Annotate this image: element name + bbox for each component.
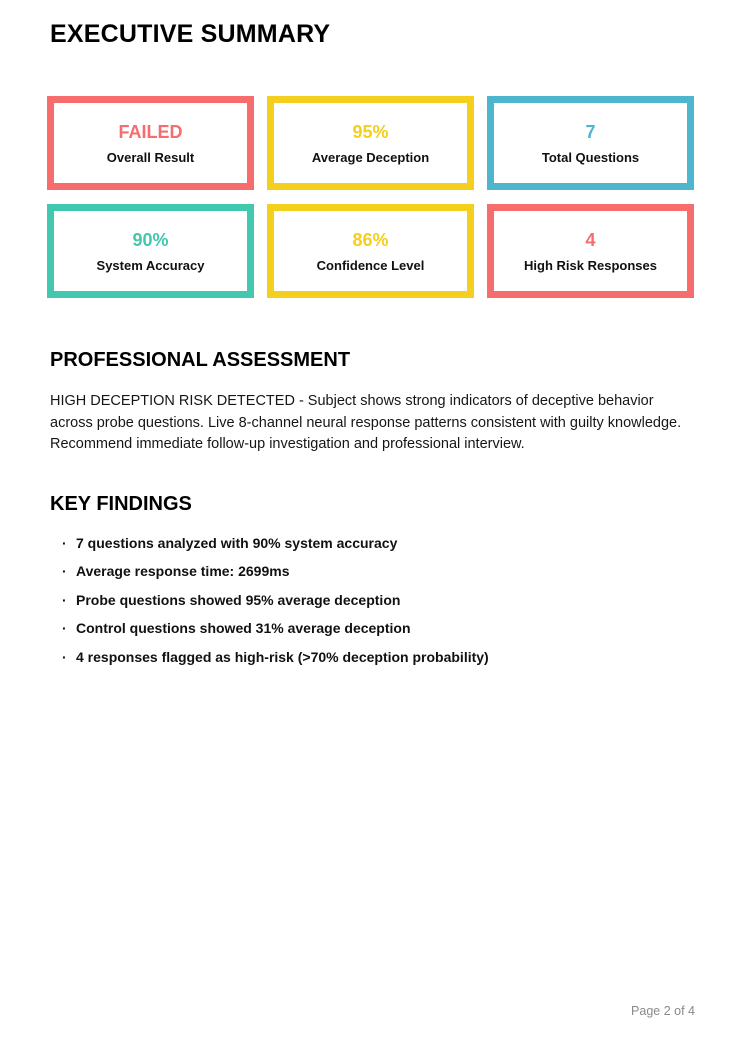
stat-label: Total Questions [541,149,640,165]
stat-label: Average Deception [311,149,430,165]
stat-value: 7 [585,121,596,142]
professional-assessment-body: HIGH DECEPTION RISK DETECTED - Subject shows strong indicators of deceptive behavior across probe questions. Live 8-channel neural response patterns consistent with guilty knowledge. Recommend immediate follow-up investigation and professional interview. [50,393,682,452]
stat-value: 90% [132,229,169,250]
stat-value: FAILED [118,121,183,142]
stat-label: Confidence Level [316,257,425,273]
key-findings-heading: KEY FINDINGS [50,492,192,515]
key-finding-item: · 4 responses flagged as high-risk (>70% deception probability) [62,650,693,666]
stat-label: High Risk Responses [524,257,657,273]
stat-value: 4 [585,229,596,250]
stat-card-total-questions [487,96,694,190]
stat-card-overall-result [47,96,254,190]
summary-cards-grid [47,96,694,298]
stat-card-confidence-level [267,204,474,298]
key-finding-item: · Probe questions showed 95% average deception [62,593,693,609]
key-finding-item: · Average response time: 2699ms [62,564,693,580]
page-title: EXECUTIVE SUMMARY [50,20,331,48]
key-findings-list [50,536,693,666]
key-finding-item: · 7 questions analyzed with 90% system accuracy [62,536,693,552]
stat-value: 95% [352,121,389,142]
stat-card-system-accuracy [47,204,254,298]
stat-card-average-deception [267,96,474,190]
stat-card-high-risk-responses [487,204,694,298]
professional-assessment-heading: PROFESSIONAL ASSESSMENT [50,349,351,371]
key-finding-item: · Control questions showed 31% average deception [62,621,693,637]
stat-label: Overall Result [106,149,195,165]
page-number: Page 2 of 4 [631,1004,695,1018]
stat-value: 86% [352,229,389,250]
stat-label: System Accuracy [96,257,205,273]
